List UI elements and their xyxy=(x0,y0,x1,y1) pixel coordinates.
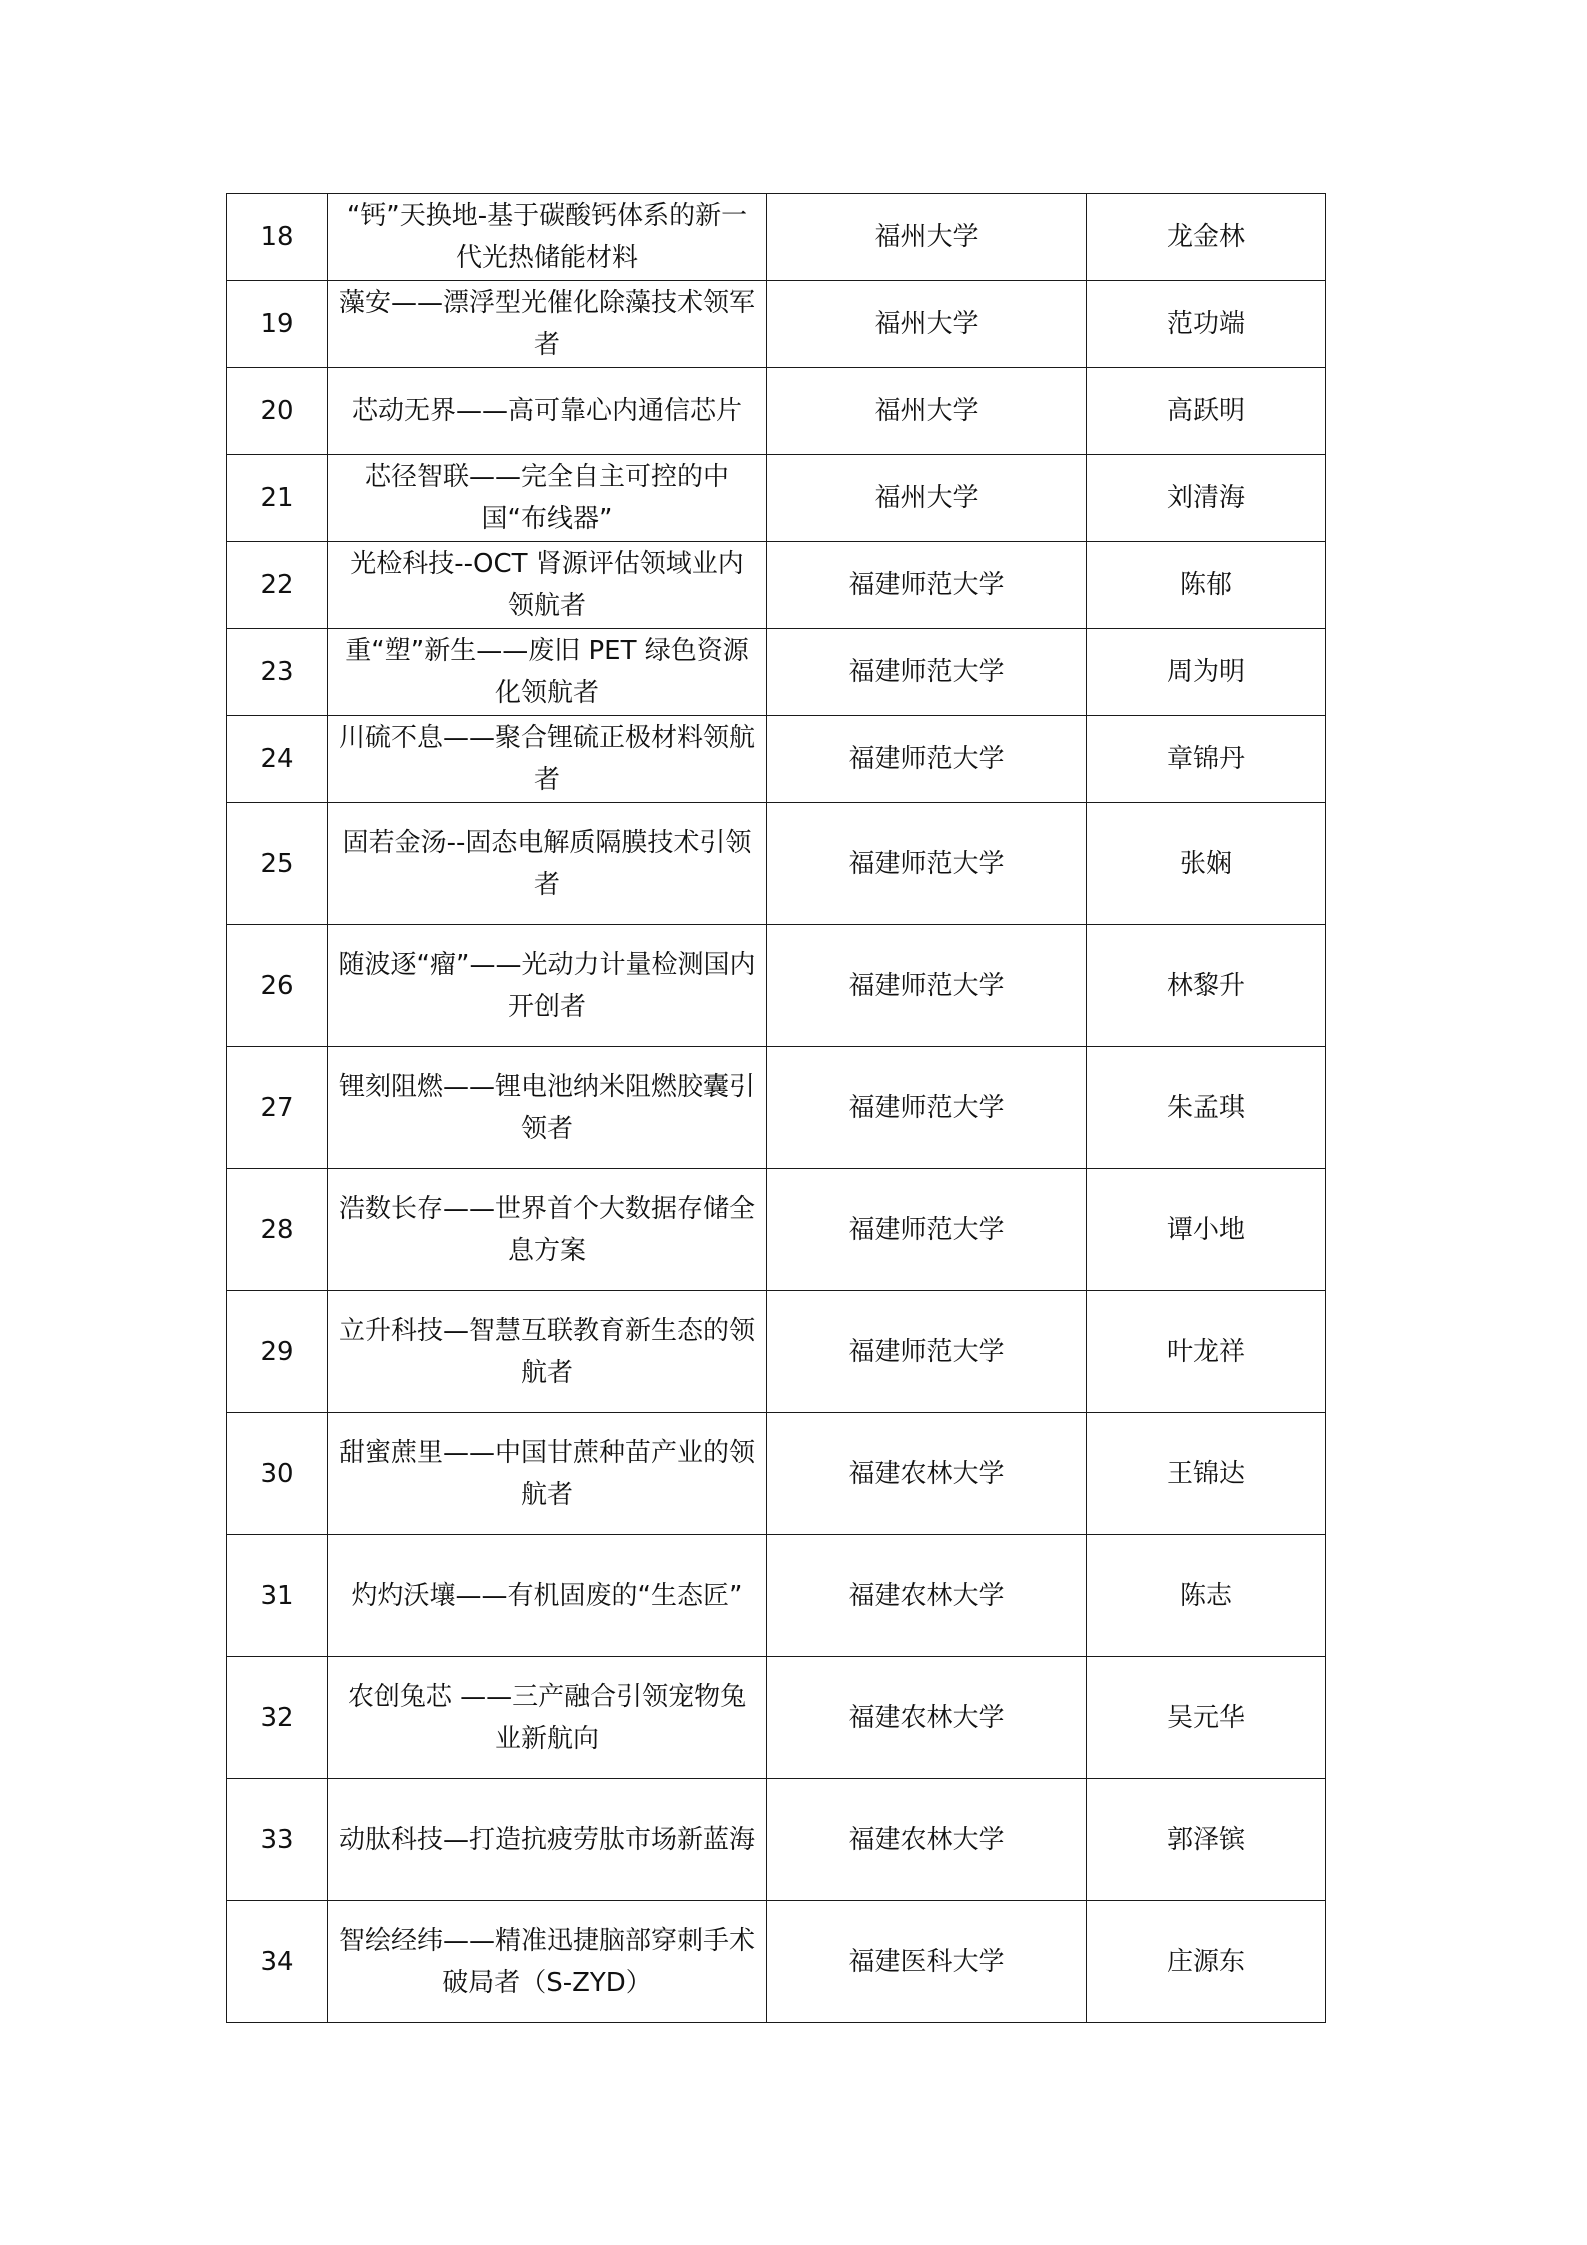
project-leader: 陈郁 xyxy=(1087,542,1326,629)
university: 福建农林大学 xyxy=(767,1657,1087,1779)
project-name: 动肽科技—打造抗疲劳肽市场新蓝海 xyxy=(328,1779,767,1901)
row-number: 18 xyxy=(227,194,328,281)
project-name: 重“塑”新生——废旧 PET 绿色资源化领航者 xyxy=(328,629,767,716)
project-leader: 高跃明 xyxy=(1087,368,1326,455)
project-leader: 张娴 xyxy=(1087,803,1326,925)
project-leader: 王锦达 xyxy=(1087,1413,1326,1535)
project-name: 固若金汤--固态电解质隔膜技术引领者 xyxy=(328,803,767,925)
table-row xyxy=(227,1047,1326,1169)
row-number: 22 xyxy=(227,542,328,629)
table-row xyxy=(227,803,1326,925)
row-number: 19 xyxy=(227,281,328,368)
project-name: 甜蜜蔗里——中国甘蔗种苗产业的领航者 xyxy=(328,1413,767,1535)
project-name: 芯径智联——完全自主可控的中国“布线器” xyxy=(328,455,767,542)
project-name: 锂刻阻燃——锂电池纳米阻燃胶囊引领者 xyxy=(328,1047,767,1169)
row-number: 31 xyxy=(227,1535,328,1657)
project-leader: 叶龙祥 xyxy=(1087,1291,1326,1413)
table-row xyxy=(227,1657,1326,1779)
university: 福建师范大学 xyxy=(767,1169,1087,1291)
university: 福州大学 xyxy=(767,281,1087,368)
row-number: 28 xyxy=(227,1169,328,1291)
project-name: 农创兔芯 ——三产融合引领宠物兔业新航向 xyxy=(328,1657,767,1779)
project-leader: 郭泽镔 xyxy=(1087,1779,1326,1901)
university: 福建师范大学 xyxy=(767,1047,1087,1169)
university: 福建师范大学 xyxy=(767,925,1087,1047)
row-number: 34 xyxy=(227,1901,328,2023)
university: 福州大学 xyxy=(767,368,1087,455)
project-leader: 刘清海 xyxy=(1087,455,1326,542)
table-row xyxy=(227,281,1326,368)
table-row xyxy=(227,1779,1326,1901)
row-number: 24 xyxy=(227,716,328,803)
row-number: 29 xyxy=(227,1291,328,1413)
project-leader: 范功端 xyxy=(1087,281,1326,368)
university: 福建师范大学 xyxy=(767,629,1087,716)
project-leader: 陈志 xyxy=(1087,1535,1326,1657)
university: 福州大学 xyxy=(767,194,1087,281)
project-table xyxy=(226,193,1326,2023)
university: 福建农林大学 xyxy=(767,1779,1087,1901)
university: 福建师范大学 xyxy=(767,1291,1087,1413)
row-number: 33 xyxy=(227,1779,328,1901)
project-leader: 龙金林 xyxy=(1087,194,1326,281)
table-row xyxy=(227,368,1326,455)
university: 福建师范大学 xyxy=(767,716,1087,803)
row-number: 26 xyxy=(227,925,328,1047)
row-number: 27 xyxy=(227,1047,328,1169)
project-leader: 周为明 xyxy=(1087,629,1326,716)
project-leader: 庄源东 xyxy=(1087,1901,1326,2023)
table-row xyxy=(227,1535,1326,1657)
university: 福建医科大学 xyxy=(767,1901,1087,2023)
project-name: 灼灼沃壤——有机固废的“生态匠” xyxy=(328,1535,767,1657)
project-leader: 吴元华 xyxy=(1087,1657,1326,1779)
project-leader: 林黎升 xyxy=(1087,925,1326,1047)
table-row xyxy=(227,1169,1326,1291)
project-name: 川硫不息——聚合锂硫正极材料领航者 xyxy=(328,716,767,803)
project-name: 浩数长存——世界首个大数据存储全息方案 xyxy=(328,1169,767,1291)
university: 福建农林大学 xyxy=(767,1535,1087,1657)
table-row xyxy=(227,455,1326,542)
project-name: “钙”天换地-基于碳酸钙体系的新一代光热储能材料 xyxy=(328,194,767,281)
project-name: 藻安——漂浮型光催化除藻技术领军者 xyxy=(328,281,767,368)
project-name: 光检科技--OCT 肾源评估领域业内领航者 xyxy=(328,542,767,629)
project-table-body xyxy=(227,194,1326,2023)
table-row xyxy=(227,716,1326,803)
table-row xyxy=(227,1291,1326,1413)
table-row xyxy=(227,629,1326,716)
table-row xyxy=(227,1901,1326,2023)
project-leader: 谭小地 xyxy=(1087,1169,1326,1291)
university: 福州大学 xyxy=(767,455,1087,542)
table-row xyxy=(227,542,1326,629)
row-number: 21 xyxy=(227,455,328,542)
university: 福建师范大学 xyxy=(767,542,1087,629)
table-row xyxy=(227,194,1326,281)
project-name: 随波逐“瘤”——光动力计量检测国内开创者 xyxy=(328,925,767,1047)
table-row xyxy=(227,925,1326,1047)
university: 福建农林大学 xyxy=(767,1413,1087,1535)
row-number: 23 xyxy=(227,629,328,716)
project-name: 芯动无界——高可靠心内通信芯片 xyxy=(328,368,767,455)
project-name: 智绘经纬——精准迅捷脑部穿刺手术破局者（S-ZYD） xyxy=(328,1901,767,2023)
project-name: 立升科技—智慧互联教育新生态的领航者 xyxy=(328,1291,767,1413)
row-number: 30 xyxy=(227,1413,328,1535)
row-number: 20 xyxy=(227,368,328,455)
table-row xyxy=(227,1413,1326,1535)
project-leader: 章锦丹 xyxy=(1087,716,1326,803)
row-number: 32 xyxy=(227,1657,328,1779)
row-number: 25 xyxy=(227,803,328,925)
university: 福建师范大学 xyxy=(767,803,1087,925)
project-leader: 朱孟琪 xyxy=(1087,1047,1326,1169)
